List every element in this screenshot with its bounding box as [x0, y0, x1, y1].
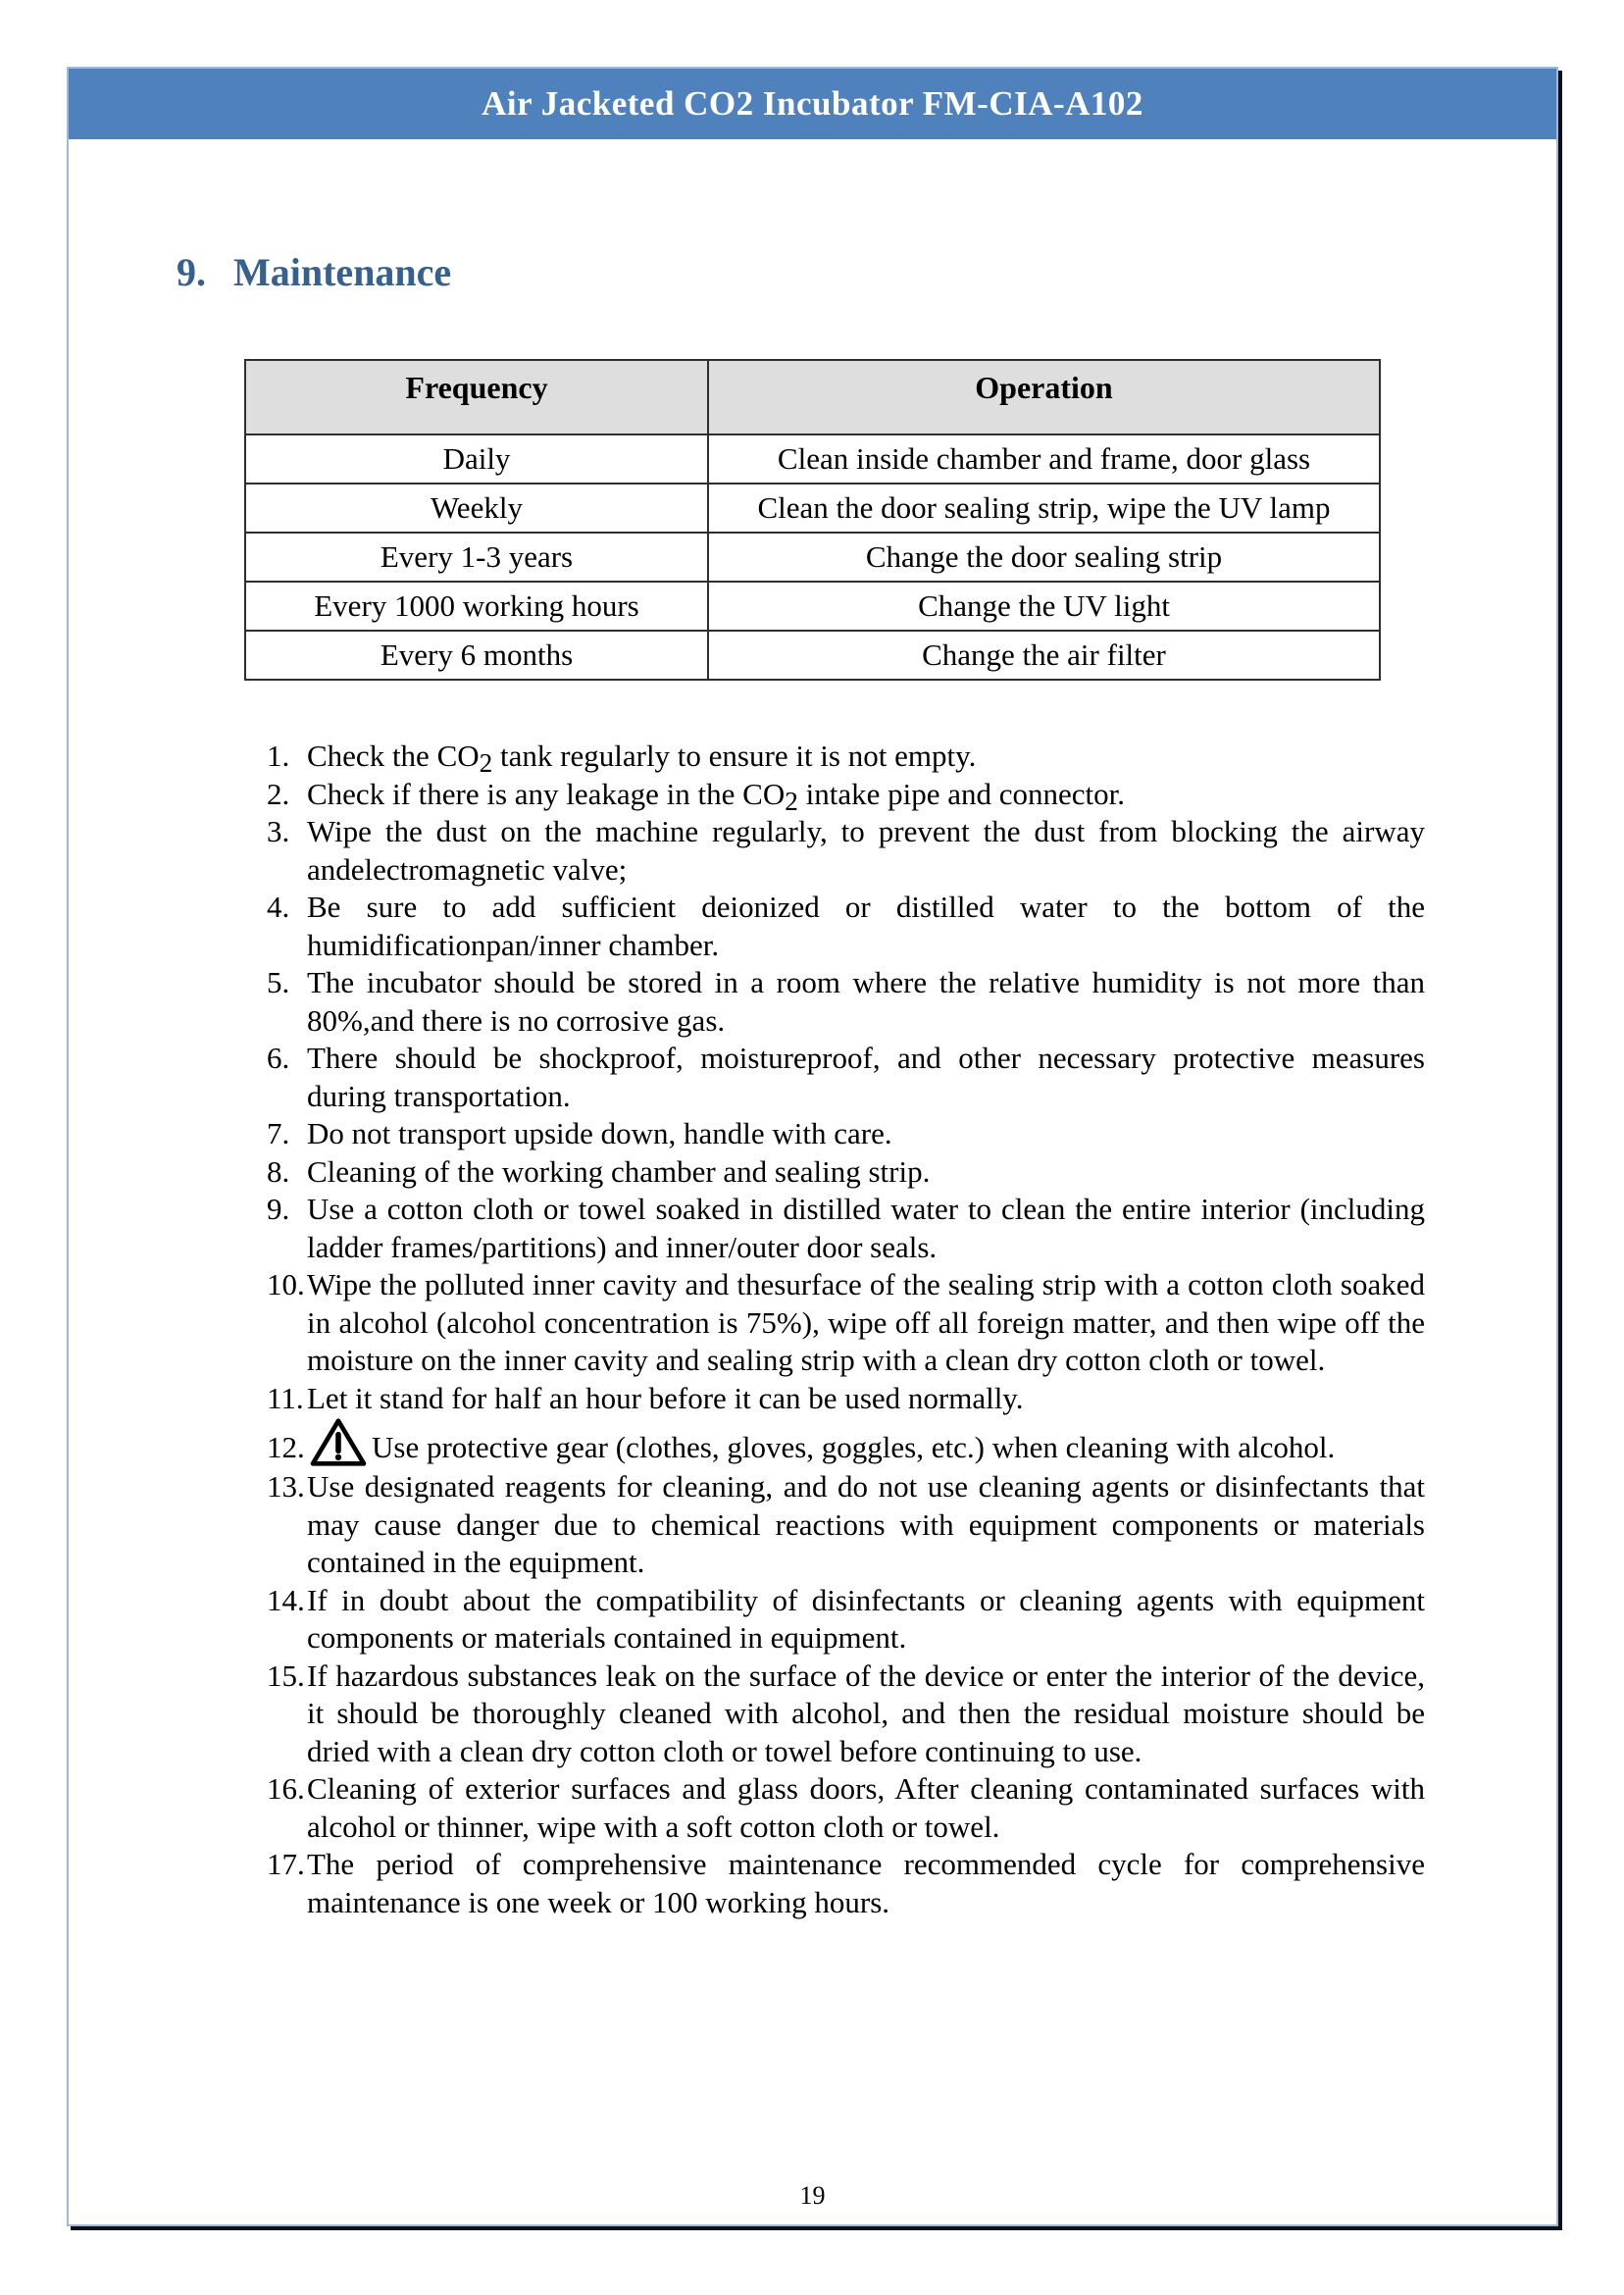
list-item-text: Use designated reagents for cleaning, and do not use cleaning agents or disinfectants that may cause danger due to chemical reactions with equipment components or materials contained in the equipment. — [307, 1469, 1425, 1579]
list-item-text: Wipe the polluted inner cavity and thesurface of the sealing strip with a cotton cloth soaked in alcohol (alcohol concentration is 75%), wipe off all foreign matter, and then wipe off the moisture on the inner cavity and sealing strip with a clean dry cotton cloth or towel. — [307, 1267, 1425, 1377]
list-item — [267, 1191, 1425, 1266]
table-cell: Change the air filter — [708, 631, 1380, 680]
warning-triangle-icon — [309, 1417, 368, 1468]
list-item-text: The incubator should be stored in a room where the relative humidity is not more than 80%,and there is no corrosive gas. — [307, 965, 1425, 1038]
list-item-number: 6. — [267, 1041, 290, 1075]
list-item-number: 13. — [267, 1469, 305, 1504]
table-cell: Every 6 months — [245, 631, 708, 680]
list-item-text: There should be shockproof, moistureproof, and other necessary protective measures during transportation. — [307, 1041, 1425, 1113]
document-frame — [67, 67, 1558, 2226]
list-item — [267, 1417, 1425, 1468]
table-cell: Change the door sealing strip — [708, 533, 1380, 582]
list-item — [267, 1380, 1425, 1418]
table-row — [245, 533, 1380, 582]
section-number: 9. — [177, 250, 206, 294]
list-item-number: 12. — [267, 1430, 305, 1464]
list-item — [267, 1153, 1425, 1192]
table-cell: Every 1000 working hours — [245, 582, 708, 631]
table-header-frequency: Frequency — [245, 360, 708, 434]
list-item-text: Do not transport upside down, handle with care. — [307, 1116, 892, 1150]
list-item-number: 17. — [267, 1847, 305, 1881]
section-title: Maintenance — [233, 250, 452, 294]
list-item — [267, 1115, 1425, 1153]
list-item-number: 15. — [267, 1658, 305, 1693]
list-item — [267, 738, 1425, 776]
list-item-number: 10. — [267, 1267, 305, 1301]
list-item — [267, 813, 1425, 889]
table-cell: Clean inside chamber and frame, door glass — [708, 434, 1380, 484]
list-item-text: If hazardous substances leak on the surface of the device or enter the interior of the device, it should be thoroughly cleaned with alcohol, and then the residual moisture should be dried with a clean dry cotton cloth or towel before continuing to use. — [307, 1658, 1425, 1768]
list-item-text: The period of comprehensive maintenance recommended cycle for comprehensive maintenance is one week or 100 working hours. — [307, 1847, 1425, 1919]
list-item — [267, 1040, 1425, 1115]
list-item — [267, 1582, 1425, 1658]
co2-subscript: 2 — [785, 786, 798, 816]
table-row — [245, 631, 1380, 680]
list-item-text: Cleaning of the working chamber and sealing strip. — [307, 1153, 931, 1189]
table-header-row — [245, 360, 1380, 434]
list-item-number: 14. — [267, 1582, 305, 1617]
maintenance-table — [244, 359, 1381, 681]
list-item-number: 5. — [267, 965, 290, 999]
table-header-operation: Operation — [708, 360, 1380, 434]
list-item — [267, 889, 1425, 964]
table-cell: Daily — [245, 434, 708, 484]
list-item — [267, 964, 1425, 1040]
maintenance-list — [267, 738, 1425, 1921]
list-item-number: 4. — [267, 890, 290, 924]
list-item-text: Wipe the dust on the machine regularly, to prevent the dust from blocking the airway andelectromagnetic valve; — [307, 814, 1425, 887]
table-cell: Clean the door sealing strip, wipe the UV lamp — [708, 484, 1380, 533]
table-cell: Every 1-3 years — [245, 533, 708, 582]
list-item-text: Be sure to add sufficient deionized or distilled water to the bottom of the humidificationpan/inner chamber. — [307, 890, 1425, 962]
list-item-number: 2. — [267, 776, 290, 811]
list-item-text: Cleaning of exterior surfaces and glass doors, After cleaning contaminated surfaces with alcohol or thinner, wipe with a soft cotton cloth or towel. — [307, 1771, 1425, 1844]
maintenance-table-body — [245, 434, 1380, 680]
list-item — [267, 1846, 1425, 1921]
list-item — [267, 1658, 1425, 1771]
list-item-number: 8. — [267, 1153, 290, 1189]
list-item — [267, 1770, 1425, 1846]
header-band — [69, 69, 1556, 139]
co2-subscript: 2 — [479, 748, 493, 778]
list-item-text: Use protective gear (clothes, gloves, goggles, etc.) when cleaning with alcohol. — [372, 1430, 1336, 1464]
page-number: 19 — [799, 2181, 826, 2210]
table-cell: Change the UV light — [708, 582, 1380, 631]
list-item — [267, 1266, 1425, 1380]
list-item-number: 9. — [267, 1192, 290, 1226]
list-item — [267, 1468, 1425, 1582]
list-item-number: 3. — [267, 814, 290, 848]
list-item-text: Check the $CO_2$ tank regularly to ensure it is not empty. — [307, 739, 977, 778]
list-item-number: 16. — [267, 1771, 305, 1806]
list-item-text: Check if there is any leakage in the $CO_2$ intake pipe and connector. — [307, 776, 1126, 816]
list-item-text: Let it stand for half an hour before it can be used normally. — [307, 1380, 1024, 1415]
list-item-text: If in doubt about the compatibility of disinfectants or cleaning agents with equipment components or materials contained in equipment. — [307, 1582, 1425, 1655]
table-row — [245, 484, 1380, 533]
list-item-number: 1. — [267, 739, 290, 773]
list-item-text: Use a cotton cloth or towel soaked in distilled water to clean the entire interior (including ladder frames/partitions) and inner/outer door seals. — [307, 1192, 1425, 1264]
table-row — [245, 434, 1380, 484]
table-cell: Weekly — [245, 484, 708, 533]
list-item-number: 11. — [267, 1380, 304, 1415]
section-heading — [177, 249, 1556, 295]
document-title: Air Jacketed CO2 Incubator FM-CIA-A102 — [482, 84, 1143, 123]
list-item — [267, 776, 1425, 814]
table-row — [245, 582, 1380, 631]
list-item-number: 7. — [267, 1116, 290, 1150]
